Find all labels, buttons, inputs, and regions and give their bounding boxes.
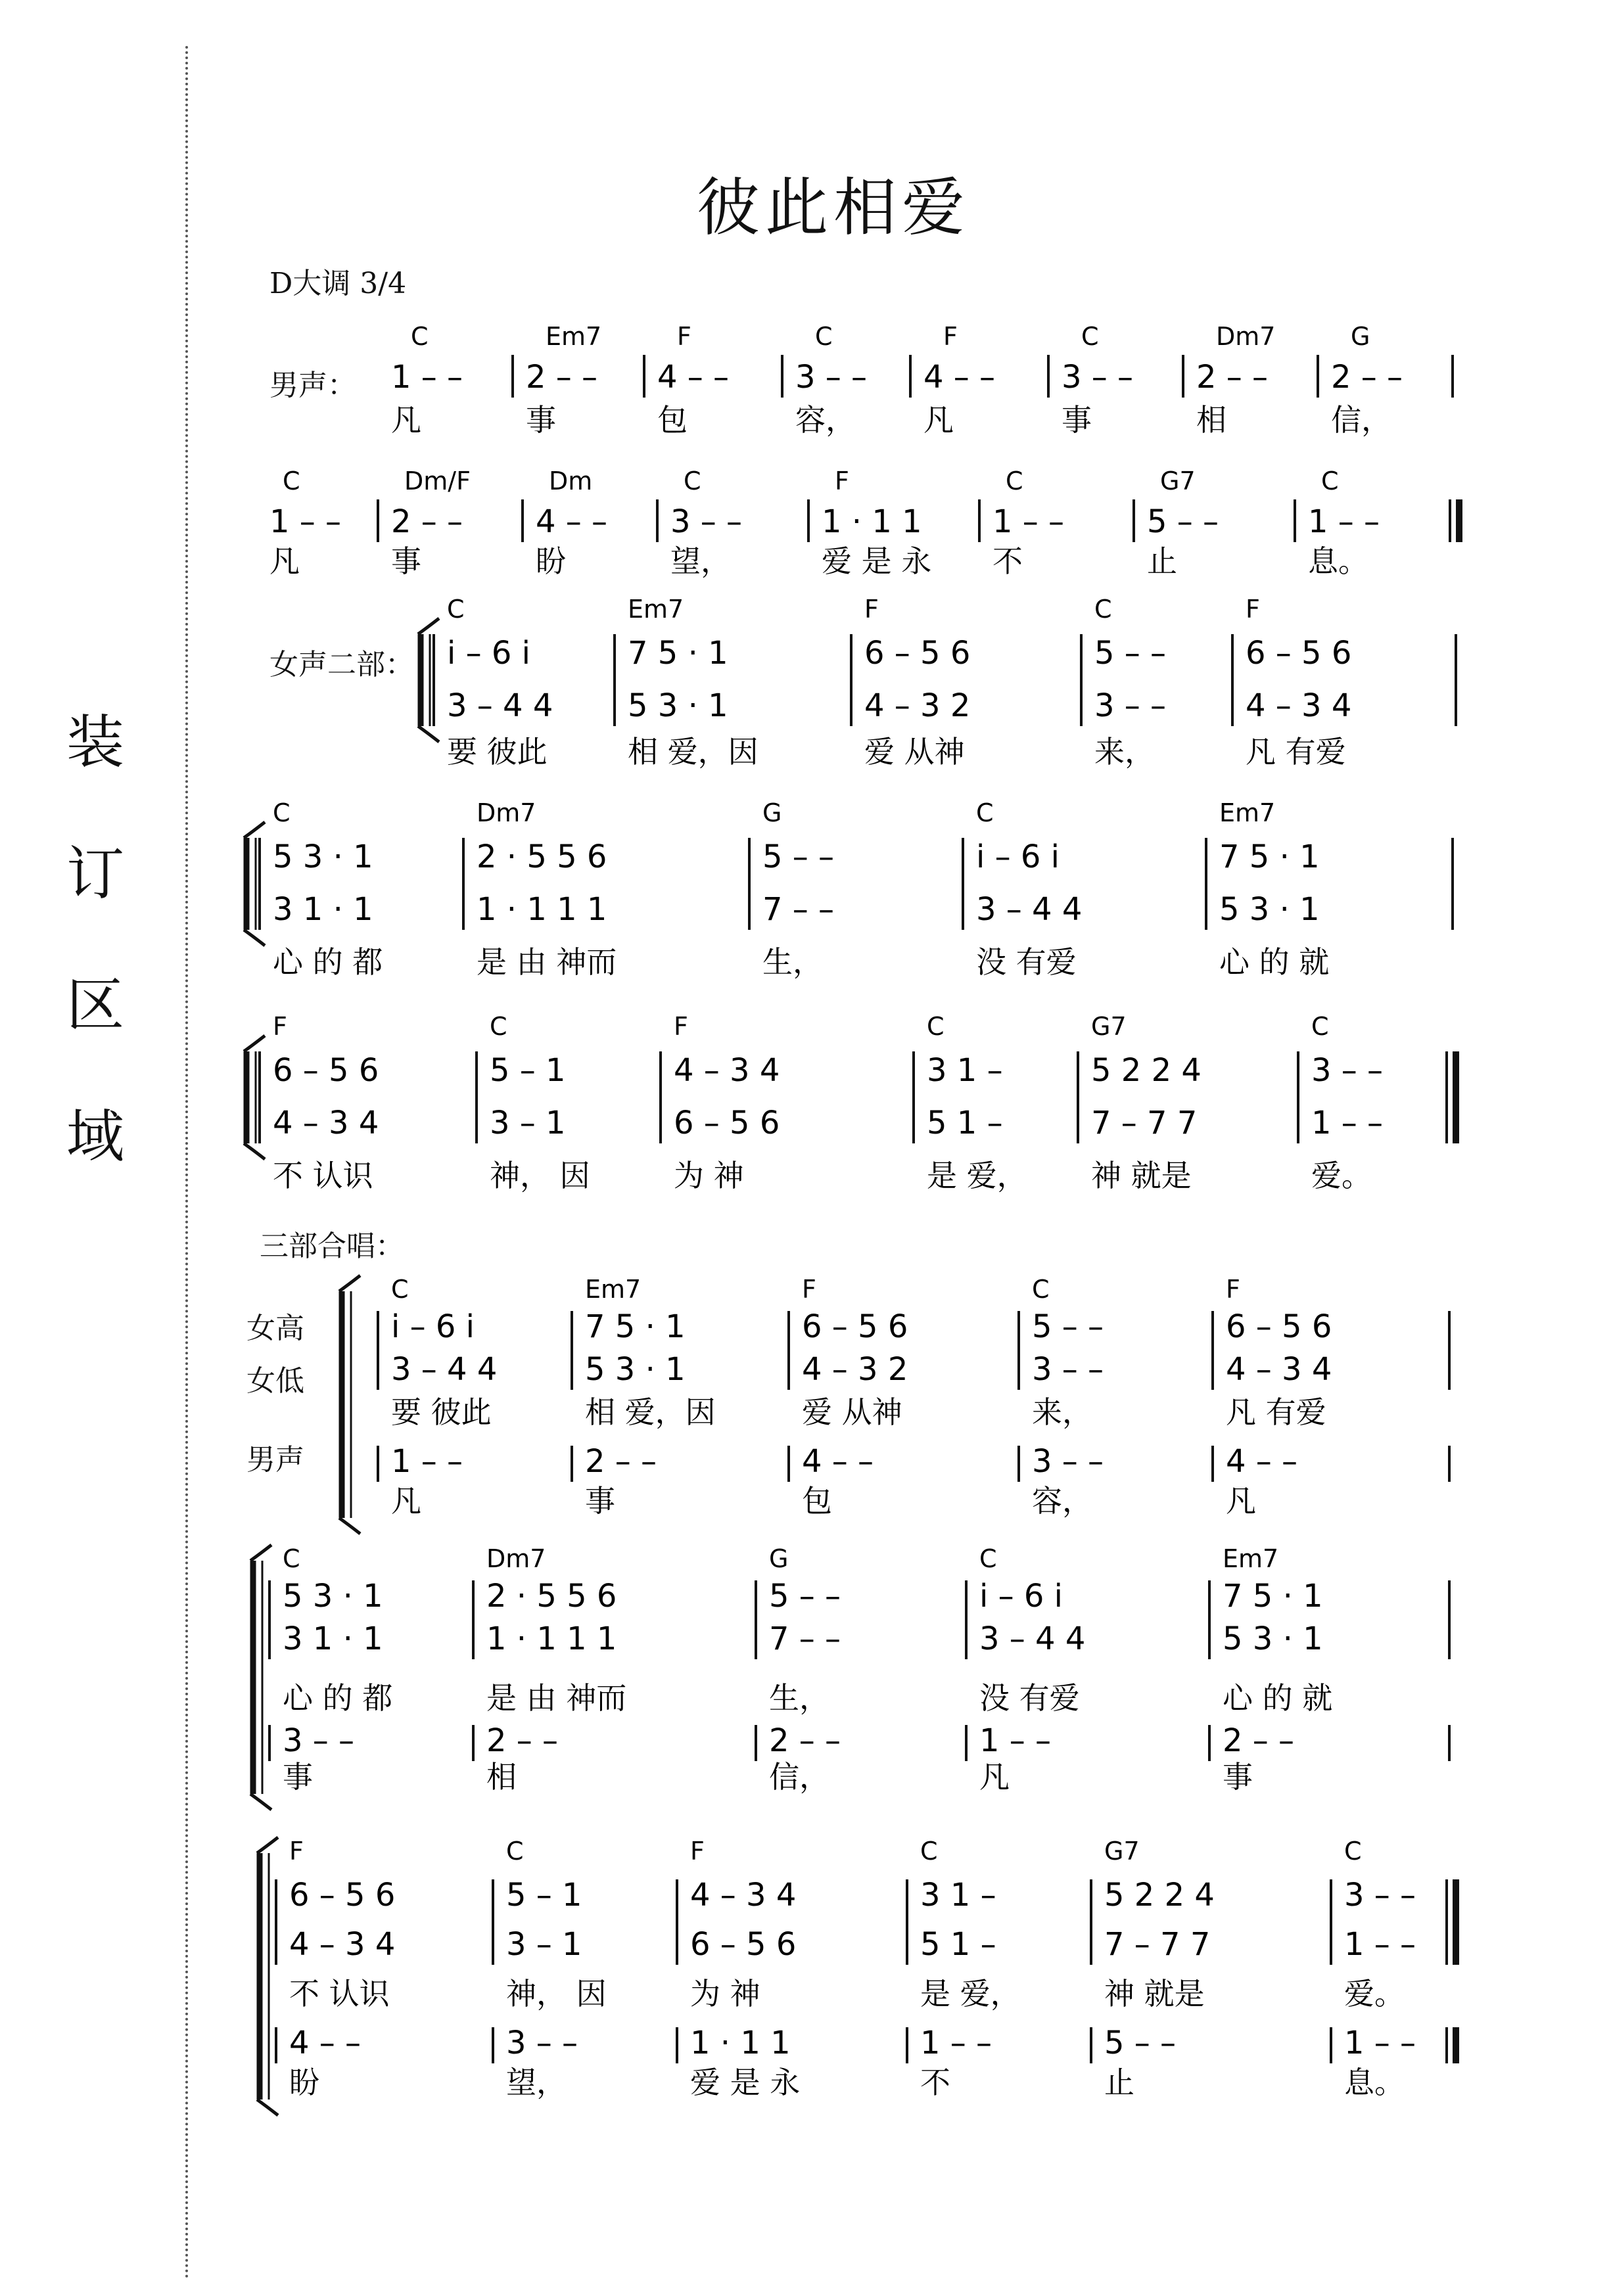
lyric-text: 神， 因 <box>506 1976 607 2011</box>
chord-symbol: C <box>920 1837 938 1866</box>
upper-voice-notes: 6 – 5 6 <box>864 635 971 672</box>
system-bracket-bottom-hook <box>244 1143 265 1159</box>
lyric-text: 爱 从神 <box>802 1394 902 1430</box>
lyric-text: 是 由 神而 <box>486 1680 627 1716</box>
male-voice-notes: 3 – – <box>1032 1443 1104 1480</box>
male-voice-notes: 3 – – <box>283 1722 355 1759</box>
upper-voice-notes: 3 1 – <box>927 1052 1003 1089</box>
lyric-text: 生， <box>762 944 823 980</box>
lyric-text: 要 彼此 <box>391 1394 492 1430</box>
chord-symbol: C <box>283 1544 300 1573</box>
upper-voice-notes: 6 – 5 6 <box>1226 1308 1332 1345</box>
chord-symbol: C <box>815 322 833 351</box>
lyric-text: 神， 因 <box>490 1158 590 1193</box>
male-voice-notes: 2 – – <box>585 1443 657 1480</box>
upper-voice-notes: 7 5 · 1 <box>1219 838 1320 875</box>
upper-voice-notes: 5 – – <box>1032 1308 1104 1345</box>
system-bracket-bottom-hook <box>418 726 439 742</box>
lyric-text: 爱 从神 <box>864 734 965 769</box>
male-lyric-text: 爱 是 永 <box>690 2065 801 2100</box>
lyric-text: 来， <box>1094 734 1155 769</box>
chord-symbol: F <box>802 1275 816 1304</box>
lower-voice-notes: 6 – 5 6 <box>674 1105 780 1141</box>
lower-voice-notes: 3 1 · 1 <box>283 1620 383 1657</box>
lyric-text: 望， <box>670 543 731 579</box>
upper-voice-notes: 2 · 5 5 6 <box>486 1578 617 1615</box>
melody-notes: 2 – – <box>526 359 598 396</box>
lower-voice-notes: 7 – – <box>762 891 835 928</box>
lower-voice-notes: 5 3 · 1 <box>1219 891 1320 928</box>
male-voice-notes: 5 – – <box>1104 2025 1177 2061</box>
lower-voice-notes: 4 – 3 4 <box>1226 1351 1332 1388</box>
melody-notes: 3 – – <box>670 503 743 540</box>
chord-symbol: C <box>684 467 701 495</box>
system-bracket-bottom-hook <box>257 2100 278 2115</box>
lower-voice-notes: 3 – – <box>1032 1351 1104 1388</box>
male-lyric-text: 盼 <box>289 2065 319 2100</box>
male-voice-notes: 4 – – <box>802 1443 874 1480</box>
male-voice-notes: 4 – – <box>289 2025 362 2061</box>
melody-notes: 1 – – <box>992 503 1065 540</box>
melody-notes: 4 – – <box>536 503 608 540</box>
male-voice-notes: 3 – – <box>506 2025 578 2061</box>
upper-voice-notes: 2 · 5 5 6 <box>477 838 607 875</box>
chord-symbol: Em7 <box>628 595 684 624</box>
upper-voice-notes: i – 6 i <box>447 635 530 672</box>
chord-symbol: F <box>273 1012 287 1041</box>
chord-symbol: C <box>1032 1275 1050 1304</box>
upper-voice-notes: 3 – – <box>1344 1877 1416 1914</box>
upper-voice-notes: 7 5 · 1 <box>628 635 728 672</box>
lyric-text: 凡 <box>391 402 421 438</box>
chord-symbol: C <box>273 798 291 827</box>
male-voice-notes: 1 – – <box>1344 2025 1416 2061</box>
lower-voice-notes: 5 3 · 1 <box>628 687 728 724</box>
lower-voice-notes: 5 1 – <box>920 1926 996 1963</box>
chord-symbol: C <box>490 1012 507 1041</box>
lyric-text: 是 由 神而 <box>477 944 617 980</box>
melody-notes: 5 – – <box>1147 503 1219 540</box>
lower-voice-notes: 1 · 1 1 1 <box>477 891 607 928</box>
chord-symbol: G <box>762 798 782 827</box>
lower-voice-notes: 4 – 3 2 <box>864 687 971 724</box>
lyric-text: 爱。 <box>1344 1976 1405 2011</box>
lyric-text: 为 神 <box>690 1976 760 2011</box>
lyric-text: 心 的 就 <box>1223 1680 1333 1716</box>
lower-voice-notes: 4 – 3 4 <box>289 1926 396 1963</box>
male-voice-notes: 1 – – <box>920 2025 992 2061</box>
lower-voice-notes: 3 – – <box>1094 687 1167 724</box>
chord-symbol: F <box>864 595 879 624</box>
melody-notes: 1 – – <box>1308 503 1380 540</box>
male-voice-notes: 2 – – <box>1223 1722 1295 1759</box>
chord-symbol: F <box>690 1837 705 1866</box>
lower-voice-notes: 3 – 4 4 <box>391 1351 498 1388</box>
lower-voice-notes: 3 – 1 <box>490 1105 566 1141</box>
melody-notes: 2 – – <box>391 503 463 540</box>
male-part-label: 男声 <box>246 1443 304 1477</box>
upper-voice-notes: 5 – – <box>769 1578 841 1615</box>
soprano-label: 女高 <box>246 1312 304 1345</box>
upper-voice-notes: 4 – 3 4 <box>674 1052 780 1089</box>
melody-notes: 1 · 1 1 <box>822 503 922 540</box>
male-voice-notes: 2 – – <box>769 1722 841 1759</box>
upper-voice-notes: 6 – 5 6 <box>802 1308 908 1345</box>
melody-notes: 3 – – <box>795 359 868 396</box>
lyric-text: 不 认识 <box>273 1158 373 1193</box>
upper-voice-notes: 5 – 1 <box>490 1052 566 1089</box>
male-lyric-text: 事 <box>283 1759 313 1795</box>
lyric-text: 为 神 <box>674 1158 744 1193</box>
lyric-text: 爱 是 永 <box>822 543 932 579</box>
chord-symbol: Dm7 <box>477 798 536 827</box>
alto-label: 女低 <box>246 1364 304 1398</box>
lower-voice-notes: 7 – – <box>769 1620 841 1657</box>
lyric-text: 神 就是 <box>1091 1158 1192 1193</box>
chord-symbol: C <box>976 798 994 827</box>
chord-symbol: G <box>769 1544 789 1573</box>
chord-symbol: C <box>506 1837 524 1866</box>
chord-symbol: Dm <box>549 467 593 495</box>
upper-voice-notes: 4 – 3 4 <box>690 1877 797 1914</box>
lyric-text: 事 <box>526 402 556 438</box>
lyric-text: 息。 <box>1308 543 1368 579</box>
male-lyric-text: 望， <box>506 2065 567 2100</box>
lyric-text: 凡 <box>923 402 954 438</box>
binding-char-2: 订 <box>66 840 124 907</box>
upper-voice-notes: 5 – 1 <box>506 1877 582 1914</box>
lyric-text: 事 <box>391 543 421 579</box>
upper-voice-notes: 5 3 · 1 <box>273 838 373 875</box>
lower-voice-notes: 3 – 4 4 <box>979 1620 1086 1657</box>
lower-voice-notes: 1 · 1 1 1 <box>486 1620 617 1657</box>
chord-symbol: G <box>1351 322 1370 351</box>
chord-symbol: F <box>943 322 958 351</box>
binding-char-1: 装 <box>66 708 124 776</box>
upper-voice-notes: i – 6 i <box>979 1578 1063 1615</box>
lyric-text: 是 爱， <box>927 1158 1027 1193</box>
system-bracket-top-hook <box>418 618 439 634</box>
melody-notes: 4 – – <box>923 359 996 396</box>
female-two-part-label: 女声二部： <box>269 648 414 681</box>
chord-symbol: F <box>677 322 691 351</box>
lyric-text: 相 爱，因 <box>585 1394 716 1430</box>
male-lyric-text: 事 <box>585 1483 615 1519</box>
lyric-text: 没 有爱 <box>976 944 1077 980</box>
chord-symbol: Dm7 <box>1216 322 1276 351</box>
chord-symbol: C <box>1081 322 1099 351</box>
chord-symbol: C <box>927 1012 945 1041</box>
chord-symbol: Em7 <box>1219 798 1276 827</box>
chord-symbol: Em7 <box>546 322 602 351</box>
chord-symbol: C <box>1344 1837 1362 1866</box>
lyric-text: 包 <box>657 402 688 438</box>
lyric-text: 来， <box>1032 1394 1092 1430</box>
lower-voice-notes: 3 – 4 4 <box>976 891 1083 928</box>
chord-symbol: Em7 <box>1223 1544 1279 1573</box>
lower-voice-notes: 3 1 · 1 <box>273 891 373 928</box>
upper-voice-notes: 7 5 · 1 <box>1223 1578 1323 1615</box>
system-bracket-top-hook <box>250 1545 271 1561</box>
lyric-text: 事 <box>1062 402 1092 438</box>
lyric-text: 止 <box>1147 543 1177 579</box>
system-bracket-bottom-hook <box>250 1794 271 1810</box>
male-lyric-text: 信， <box>769 1759 829 1795</box>
lyric-text: 生， <box>769 1680 829 1716</box>
chord-symbol: F <box>835 467 849 495</box>
male-lyric-text: 止 <box>1104 2065 1134 2100</box>
lower-voice-notes: 4 – 3 4 <box>1246 687 1352 724</box>
lyric-text: 凡 有爱 <box>1246 734 1346 769</box>
lyric-text: 相 <box>1196 402 1226 438</box>
melody-notes: 3 – – <box>1062 359 1134 396</box>
melody-notes: 2 – – <box>1196 359 1269 396</box>
male-lyric-text: 凡 <box>1226 1483 1256 1519</box>
system-bracket-top-hook <box>244 822 265 838</box>
chord-symbol: C <box>411 322 429 351</box>
system-bracket-bottom-hook <box>339 1518 360 1534</box>
male-lyric-text: 凡 <box>979 1759 1010 1795</box>
lower-voice-notes: 3 – 4 4 <box>447 687 553 724</box>
lower-voice-notes: 5 3 · 1 <box>585 1351 686 1388</box>
binding-char-3: 区 <box>66 971 124 1039</box>
lower-voice-notes: 5 1 – <box>927 1105 1003 1141</box>
lyric-text: 盼 <box>536 543 566 579</box>
chord-symbol: F <box>289 1837 304 1866</box>
male-lyric-text: 不 <box>920 2065 950 2100</box>
binding-char-4: 域 <box>66 1103 124 1170</box>
lower-voice-notes: 4 – 3 2 <box>802 1351 908 1388</box>
chord-symbol: C <box>1311 1012 1329 1041</box>
male-voice-notes: 2 – – <box>486 1722 559 1759</box>
lyric-text: 爱。 <box>1311 1158 1372 1193</box>
lower-voice-notes: 6 – 5 6 <box>690 1926 797 1963</box>
chord-symbol: G7 <box>1104 1837 1140 1866</box>
system-bracket-top-hook <box>339 1275 360 1291</box>
lyric-text: 是 爱， <box>920 1976 1021 2011</box>
lyric-text: 容， <box>795 402 856 438</box>
upper-voice-notes: 3 – – <box>1311 1052 1384 1089</box>
upper-voice-notes: 5 2 2 4 <box>1104 1877 1215 1914</box>
chord-symbol: C <box>979 1544 997 1573</box>
lower-voice-notes: 7 – 7 7 <box>1104 1926 1211 1963</box>
chord-symbol: Dm7 <box>486 1544 546 1573</box>
melody-notes: 4 – – <box>657 359 730 396</box>
lyric-text: 心 的 就 <box>1219 944 1330 980</box>
chord-symbol: C <box>1094 595 1112 624</box>
male-voice-notes: 1 · 1 1 <box>690 2025 791 2061</box>
chord-symbol: C <box>391 1275 409 1304</box>
upper-voice-notes: i – 6 i <box>391 1308 475 1345</box>
male-lyric-text: 息。 <box>1344 2065 1405 2100</box>
lyric-text: 不 认识 <box>289 1976 390 2011</box>
lyric-text: 没 有爱 <box>979 1680 1080 1716</box>
chord-symbol: C <box>447 595 465 624</box>
male-lyric-text: 事 <box>1223 1759 1253 1795</box>
upper-voice-notes: 6 – 5 6 <box>1246 635 1352 672</box>
upper-voice-notes: 3 1 – <box>920 1877 996 1914</box>
lower-voice-notes: 7 – 7 7 <box>1091 1105 1198 1141</box>
chord-symbol: C <box>283 467 300 495</box>
upper-voice-notes: 5 3 · 1 <box>283 1578 383 1615</box>
upper-voice-notes: 5 2 2 4 <box>1091 1052 1202 1089</box>
chord-symbol: F <box>1246 595 1260 624</box>
male-voice-notes: 1 – – <box>391 1443 463 1480</box>
lower-voice-notes: 3 – 1 <box>506 1926 582 1963</box>
lyric-text: 心 的 都 <box>283 1680 393 1716</box>
male-lyric-text: 包 <box>802 1483 832 1519</box>
chord-symbol: F <box>1226 1275 1240 1304</box>
upper-voice-notes: 6 – 5 6 <box>273 1052 379 1089</box>
system-bracket-top-hook <box>257 1837 278 1853</box>
chord-symbol: F <box>674 1012 688 1041</box>
male-voice-notes: 4 – – <box>1226 1443 1298 1480</box>
male-voice-label: 男声： <box>269 369 356 402</box>
melody-notes: 1 – – <box>391 359 463 396</box>
melody-notes: 2 – – <box>1331 359 1403 396</box>
key-signature: D大调 3/4 <box>269 267 407 300</box>
male-lyric-text: 凡 <box>391 1483 421 1519</box>
lyric-text: 神 就是 <box>1104 1976 1205 2011</box>
three-part-choir-label: 三部合唱： <box>260 1229 404 1263</box>
lyric-text: 要 彼此 <box>447 734 548 769</box>
lyric-text: 信， <box>1331 402 1391 438</box>
lyric-text: 凡 有爱 <box>1226 1394 1326 1430</box>
upper-voice-notes: 5 – – <box>762 838 835 875</box>
song-title: 彼此相爱 <box>697 171 970 244</box>
upper-voice-notes: i – 6 i <box>976 838 1060 875</box>
lyric-text: 心 的 都 <box>273 944 383 980</box>
lower-voice-notes: 4 – 3 4 <box>273 1105 379 1141</box>
lyric-text: 凡 <box>269 543 300 579</box>
system-bracket-bottom-hook <box>244 930 265 946</box>
male-lyric-text: 相 <box>486 1759 517 1795</box>
chord-symbol: Em7 <box>585 1275 642 1304</box>
melody-notes: 1 – – <box>269 503 342 540</box>
chord-symbol: G7 <box>1160 467 1196 495</box>
chord-symbol: G7 <box>1091 1012 1127 1041</box>
lyric-text: 不 <box>992 543 1023 579</box>
chord-symbol: C <box>1006 467 1023 495</box>
male-lyric-text: 容， <box>1032 1483 1092 1519</box>
lower-voice-notes: 5 3 · 1 <box>1223 1620 1323 1657</box>
lower-voice-notes: 1 – – <box>1311 1105 1384 1141</box>
chord-symbol: C <box>1321 467 1339 495</box>
lyric-text: 相 爱，因 <box>628 734 759 769</box>
lower-voice-notes: 1 – – <box>1344 1926 1416 1963</box>
upper-voice-notes: 7 5 · 1 <box>585 1308 686 1345</box>
system-bracket-top-hook <box>244 1036 265 1051</box>
upper-voice-notes: 5 – – <box>1094 635 1167 672</box>
upper-voice-notes: 6 – 5 6 <box>289 1877 396 1914</box>
male-voice-notes: 1 – – <box>979 1722 1052 1759</box>
chord-symbol: Dm/F <box>404 467 471 495</box>
